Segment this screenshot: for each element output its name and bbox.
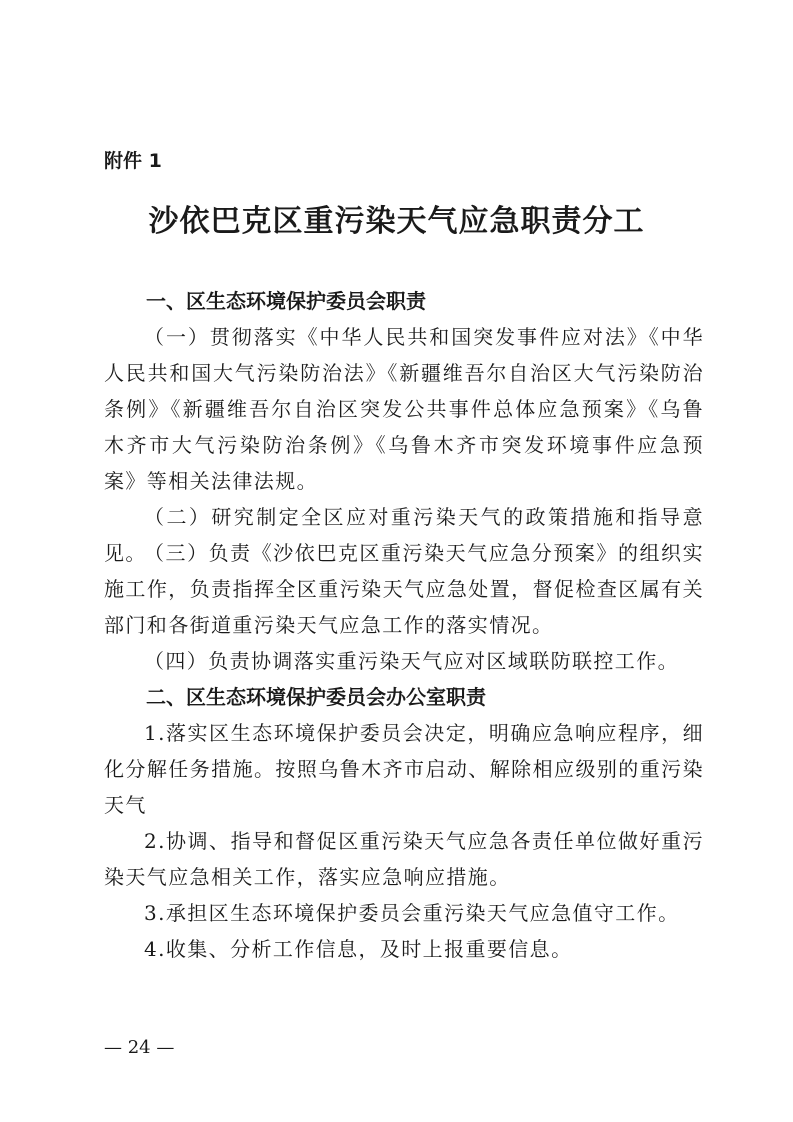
section-2-paragraph-4: 4.收集、分析工作信息，及时上报重要信息。 <box>144 937 573 961</box>
section-2-paragraph-3: 3.承担区生态环境保护委员会重污染天气应急值守工作。 <box>144 901 680 925</box>
section-1-paragraph-2: （二）研究制定全区应对重污染天气的政策措施和指导意见。 <box>104 505 704 565</box>
section-2-paragraph-2: 2.协调、指导和督促区重污染天气应急各责任单位做好重污染天气应急相关工作，落实应急响应措施。 <box>104 829 704 889</box>
section-heading-1: 一、区生态环境保护委员会职责 <box>146 289 426 313</box>
section-1-paragraph-3: （三）负责《沙依巴克区重污染天气应急分预案》的组织实施工作，负责指挥全区重污染天气应急处置，督促检查区属有关部门和各街道重污染天气应急工作的落实情况。 <box>104 541 704 637</box>
section-2-paragraph-1: 1.落实区生态环境保护委员会决定，明确应急响应程序，细化分解任务措施。按照乌鲁木齐市启动、解除相应级别的重污染天气 <box>104 721 704 817</box>
section-1-paragraph-4: （四）负责协调落实重污染天气应对区域联防联控工作。 <box>144 649 679 673</box>
section-heading-2: 二、区生态环境保护委员会办公室职责 <box>146 685 486 709</box>
section-1-paragraph-1: （一）贯彻落实《中华人民共和国突发事件应对法》《中华人民共和国大气污染防治法》《新疆维吾尔自治区大气污染防治条例》《新疆维吾尔自治区突发公共事件总体应急预案》《乌鲁木齐市大气污染防治条例》《乌鲁木齐市突发环境事件应急预案》等相关法律法规。 <box>104 325 704 493</box>
page-number: — 24 — <box>104 1037 175 1058</box>
document-title: 沙依巴克区重污染天气应急职责分工 <box>148 204 645 239</box>
attachment-label: 附件 1 <box>104 150 162 172</box>
